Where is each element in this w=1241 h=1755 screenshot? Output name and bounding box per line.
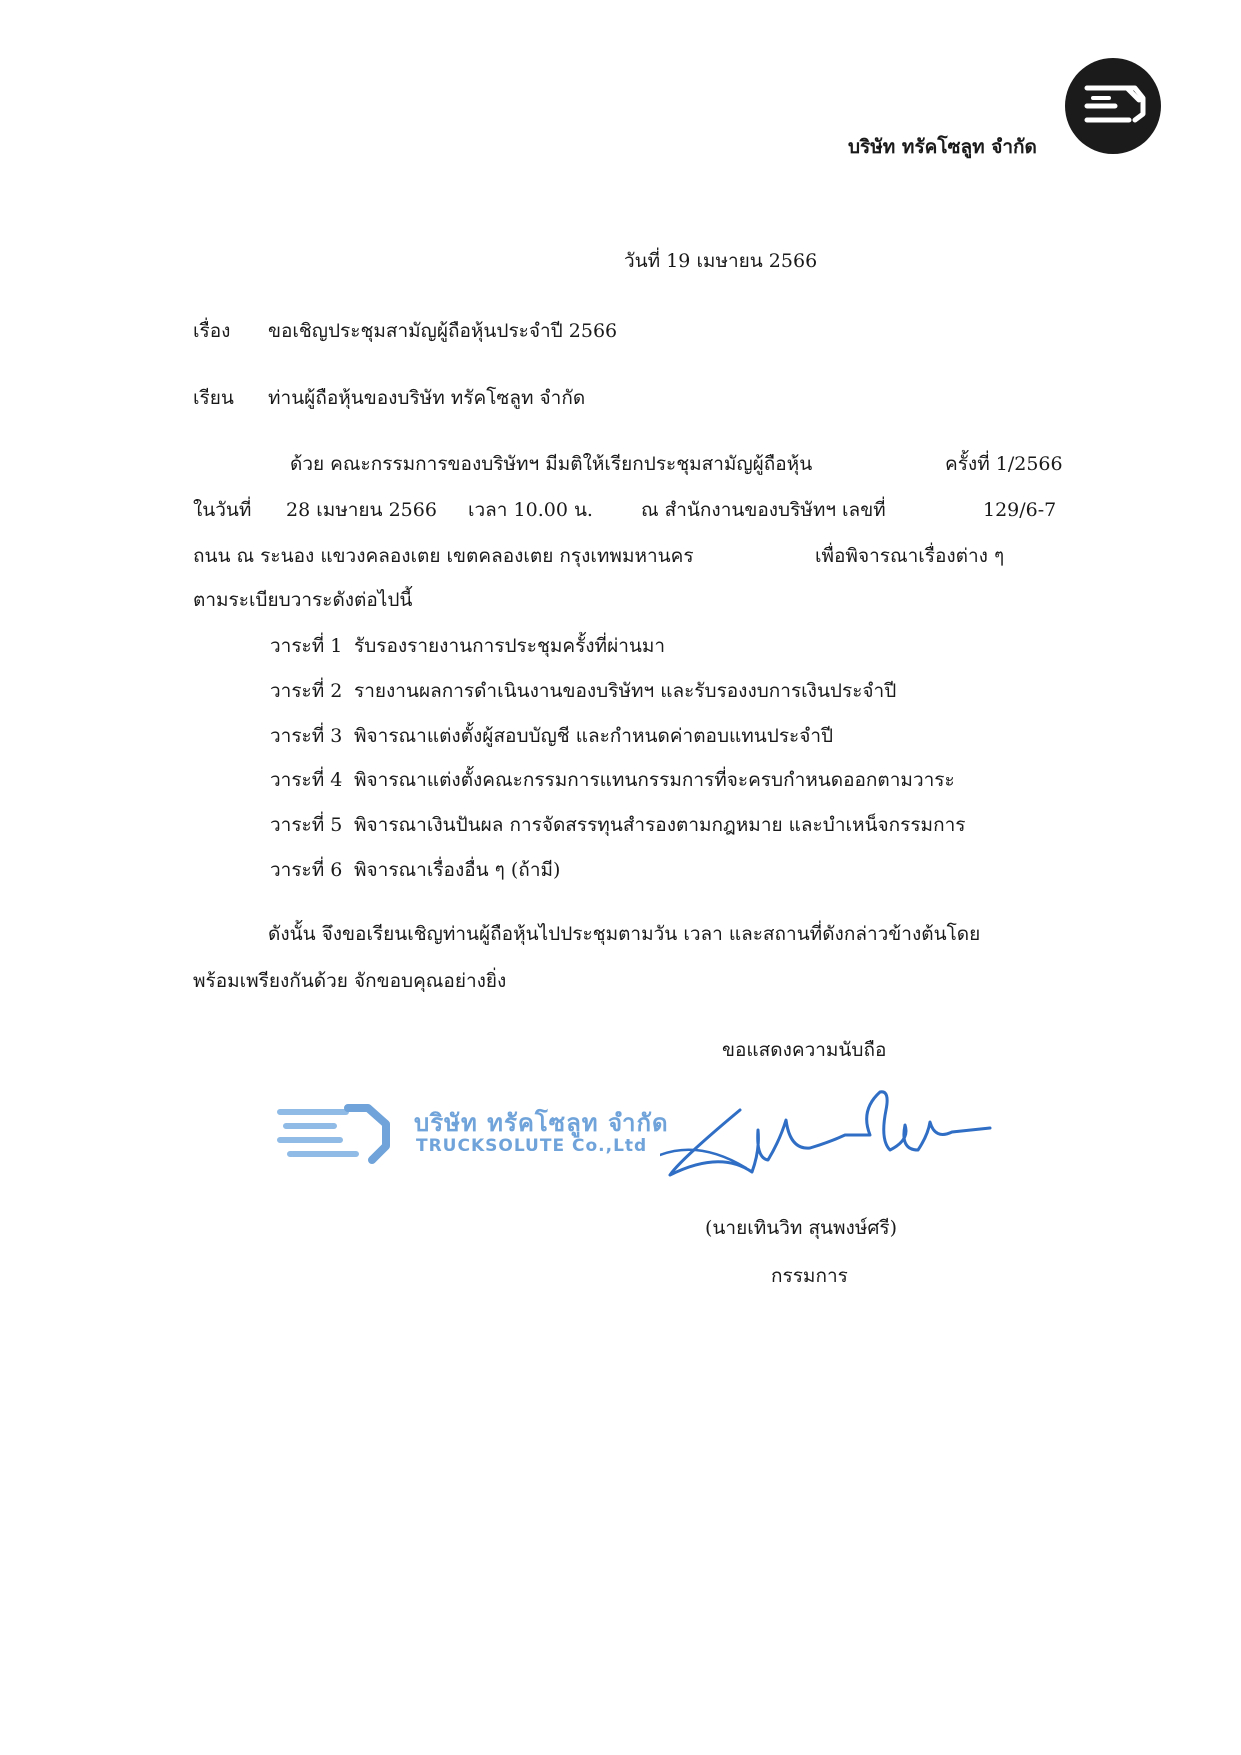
address-line: ถนน ณ ระนอง แขวงคลองเตย เขตคลองเตย กรุงเทพมหานคร (193, 545, 694, 567)
signer-name: (นายเทินวิท สุนพงษ์ศรี) (705, 1217, 898, 1239)
agenda-number: วาระที่ 3 (270, 725, 343, 747)
regards-line: ขอแสดงความนับถือ (722, 1039, 887, 1061)
company-header: บริษัท ทรัคโซลูท จำกัด (848, 136, 1037, 158)
agenda-item (270, 857, 560, 883)
addressee-label: เรียน (193, 387, 234, 409)
agenda-number: วาระที่ 4 (270, 769, 343, 791)
closing-line: ดังนั้น จึงขอเรียนเชิญท่านผู้ถือหุ้นไปประชุมตามวัน เวลา และสถานที่ดังกล่าวข้างต้นโดย (268, 923, 981, 945)
agenda-text: พิจารณาเรื่องอื่น ๆ (ถ้ามี) (354, 859, 561, 881)
agenda-text: พิจารณาแต่งตั้งผู้สอบบัญชี และกำหนดค่าตอบแทนประจำปี (354, 725, 834, 747)
agenda-item (270, 767, 955, 793)
agenda-text: พิจารณาแต่งตั้งคณะกรรมการแทนกรรมการที่จะครบกำหนดออกตามวาระ (354, 769, 955, 791)
agenda-item (270, 723, 833, 749)
body-line: ตามระเบียบวาระดังต่อไปนี้ (193, 589, 413, 611)
subject-label: เรื่อง (193, 320, 231, 342)
subject-text: ขอเชิญประชุมสามัญผู้ถือหุ้นประจำปี 2566 (268, 320, 618, 342)
meeting-number: ครั้งที่ 1/2566 (945, 453, 1063, 475)
body-line: เพื่อพิจารณาเรื่องต่าง ๆ (815, 545, 1005, 567)
body-line: ด้วย คณะกรรมการของบริษัทฯ มีมติให้เรียกประชุมสามัญผู้ถือหุ้น (290, 453, 813, 475)
signature (660, 1080, 1080, 1204)
meeting-time: เวลา 10.00 น. (468, 499, 593, 521)
addressee-text: ท่านผู้ถือหุ้นของบริษัท ทรัคโซลูท จำกัด (268, 387, 586, 409)
address-number: 129/6-7 (983, 499, 1057, 521)
agenda-item (270, 633, 665, 659)
agenda-number: วาระที่ 6 (270, 859, 343, 881)
truck-logo-icon (1065, 58, 1161, 154)
agenda-item (270, 678, 896, 704)
closing-line: พร้อมเพรียงกันด้วย จักขอบคุณอย่างยิ่ง (193, 970, 507, 992)
signer-title: กรรมการ (771, 1265, 848, 1287)
agenda-item (270, 812, 965, 838)
meeting-date: 28 เมษายน 2566 (286, 499, 437, 521)
agenda-text: พิจารณาเงินปันผล การจัดสรรทุนสำรองตามกฎหมาย และบำเหน็จกรรมการ (354, 814, 966, 836)
stamp-company-english: TRUCKSOLUTE Co.,Ltd (416, 1136, 648, 1156)
stamp-logo-icon (276, 1100, 406, 1174)
agenda-number: วาระที่ 1 (270, 635, 343, 657)
agenda-text: รับรองรายงานการประชุมครั้งที่ผ่านมา (354, 635, 666, 657)
agenda-text: รายงานผลการดำเนินงานของบริษัทฯ และรับรองงบการเงินประจำปี (354, 680, 897, 702)
body-line: ในวันที่ (193, 499, 252, 521)
agenda-number: วาระที่ 5 (270, 814, 343, 836)
letter-date: วันที่ 19 เมษายน 2566 (624, 250, 818, 272)
stamp-company-thai: บริษัท ทรัคโซลูท จำกัด (414, 1109, 669, 1137)
body-line: ณ สำนักงานของบริษัทฯ เลขที่ (641, 499, 886, 521)
agenda-number: วาระที่ 2 (270, 680, 343, 702)
